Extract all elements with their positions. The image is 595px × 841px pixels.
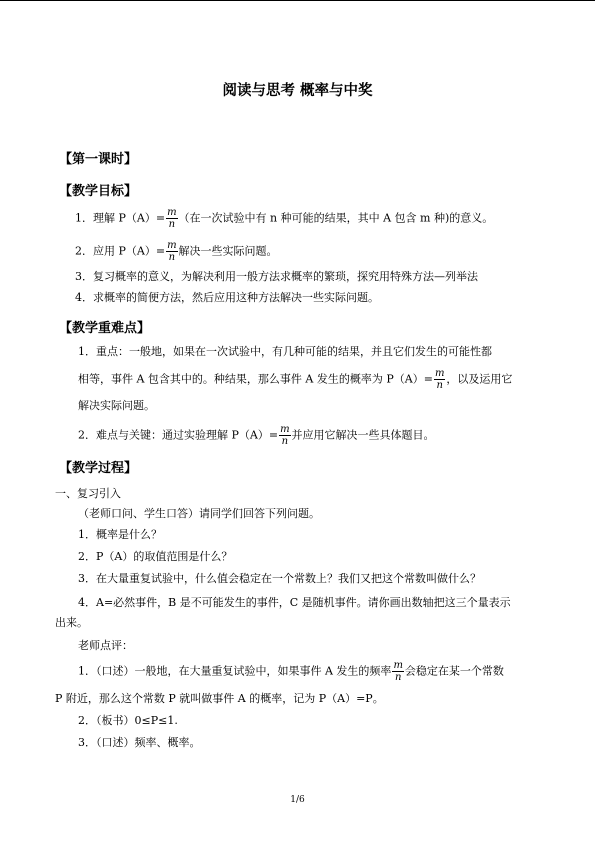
question-2: 2．P（A）的取值范围是什么？: [78, 550, 233, 563]
goal-item-4: 4．求概率的简便方法，然后应用这种方法解决一些实际问题。: [75, 291, 379, 304]
fraction: $\frac{m}{n}$: [280, 424, 290, 447]
answer-1-line-2: P 附近，那么这个常数 P 就叫做事件 A 的概率，记为 P（A）=P。: [55, 692, 384, 705]
key-point-2: 2．难点与关键：通过实验理解 P（A）= $\frac{m}{n}$ 并应用它解决一些具体题目。: [78, 424, 435, 447]
fraction: $\frac{m}{n}$: [393, 660, 403, 683]
goal-item-3: 3．复习概率的意义，为解决利用一般方法求概率的繁琐，探究用特殊方法—列举法: [75, 270, 478, 283]
page-number: 1/6: [290, 795, 305, 805]
question-4-line-2: 出来。: [55, 616, 88, 629]
key-point-1-line-2: 相等，事件 A 包含其中的。种结果，那么事件 A 发生的概率为 P（A）= $\frac{m}{n}$ ，以及运用它: [78, 368, 513, 391]
section-review: 一、复习引入: [55, 487, 121, 500]
question-3: 3．在大量重复试验中，什么值会稳定在一个常数上？我们又把这个常数叫做什么？: [78, 572, 481, 585]
teacher-comment: 老师点评：: [78, 639, 133, 652]
answer-1-line-1: 1．（口述）一般地，在大量重复试验中，如果事件 A 发生的频率 $\frac{m}{n}$ 会稳定在某一个常数: [78, 660, 504, 683]
key-point-1-line-1: 1．重点：一般地，如果在一次试验中，有几种可能的结果，并且它们发生的可能性都: [78, 345, 492, 358]
goal-item-1: 1．理解 P（A）= $\frac{m}{n}$ （在一次试验中有 n 种可能的结果，其中 A 包含 m 种)的意义。: [75, 207, 494, 230]
lesson-heading: 【第一课时】: [59, 152, 138, 167]
top-rule: [0, 0, 595, 1]
key-points-heading: 【教学重难点】: [59, 321, 151, 336]
goals-heading: 【教学目标】: [59, 184, 138, 199]
fraction: $\frac{m}{n}$: [167, 240, 177, 263]
process-heading: 【教学过程】: [59, 461, 138, 476]
fraction: $\frac{m}{n}$: [434, 368, 445, 391]
key-point-1-line-3: 解决实际问题。: [78, 399, 155, 412]
question-1: 1．概率是什么？: [78, 528, 162, 541]
fraction: $\frac{m}{n}$: [167, 207, 177, 230]
goal-item-2: 2．应用 P（A）= $\frac{m}{n}$ 解决一些实际问题。: [75, 240, 278, 263]
intro-text: （老师口问、学生口答）请同学们回答下列问题。: [78, 507, 320, 520]
page-title: 阅读与思考 概率与中奖: [222, 83, 373, 99]
question-4-line-1: 4．A=必然事件，B 是不可能发生的事件，C 是随机事件。请你画出数轴把这三个量表示: [78, 596, 511, 609]
answer-3: 3．（口述）频率、概率。: [78, 736, 201, 749]
answer-2: 2．（板书）0≤P≤1.: [78, 714, 178, 727]
